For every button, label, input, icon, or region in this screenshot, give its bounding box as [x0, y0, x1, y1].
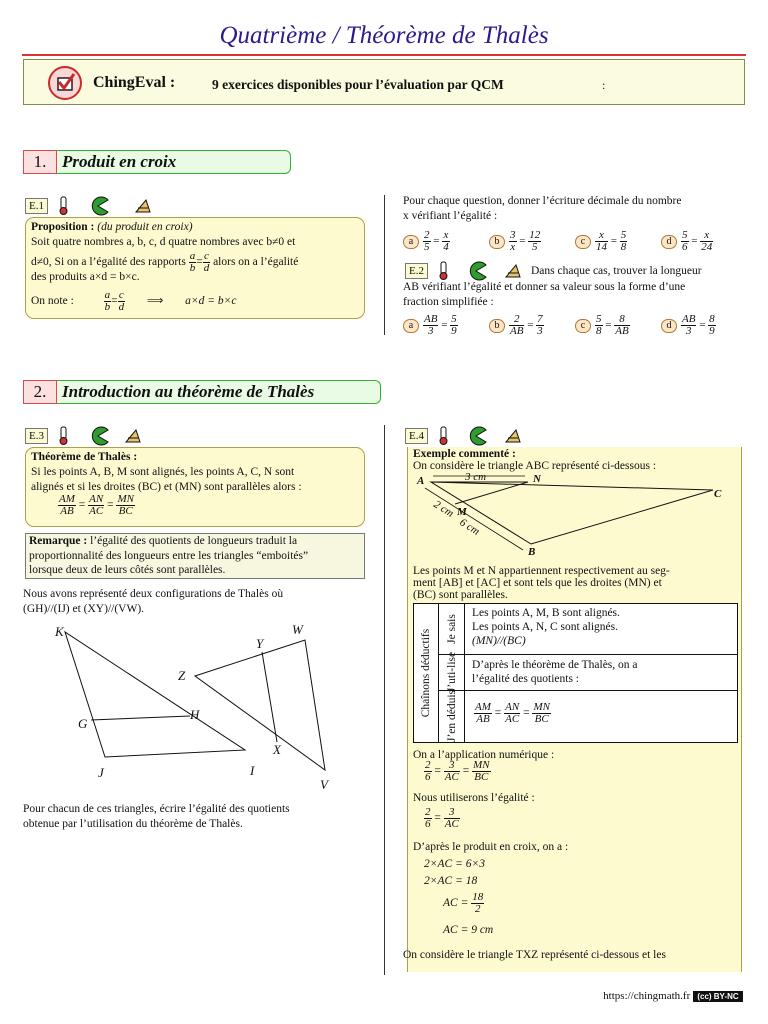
brand-label: ChingEval :	[93, 74, 176, 91]
label-I: I	[250, 763, 255, 778]
option-letter: a	[403, 319, 419, 333]
length-6cm: 6 cm	[457, 516, 482, 538]
ratio-a-b: $\frac{a}{b}$	[189, 250, 196, 274]
e4-difficulty-icons	[438, 426, 533, 446]
title-divider	[22, 54, 746, 56]
label-M: M	[457, 506, 467, 518]
option-letter: a	[403, 235, 419, 249]
proposition-line-2b: alors on a l’égalité	[213, 256, 299, 269]
label-H: H	[190, 707, 200, 722]
label-X: X	[273, 742, 281, 757]
section-1-number: 1.	[23, 150, 57, 174]
banner-suffix: :	[602, 78, 606, 92]
footer-url[interactable]: https://chingmath.fr	[603, 990, 691, 1002]
label-Z: Z	[178, 668, 186, 683]
proposition-line-2a: d≠0, Si on a l’égalité des rapports	[31, 256, 186, 269]
row1-line-2: Les points A, N, C sont alignés.	[472, 621, 618, 633]
checkmark-badge-icon	[48, 66, 82, 100]
q1-option-c: c $\frac{x}{14}$ = $\frac{5}{8}$	[575, 230, 627, 253]
length-3cm: 3 cm	[465, 472, 487, 483]
produit-label: D’après le produit en croix, on a :	[413, 841, 569, 853]
e2-text-2: AB vérifiant l’égalité et donner sa valeur sous la forme d’une	[403, 281, 686, 293]
cake-icon	[136, 200, 150, 212]
e3-paragraph-1: Nous avons représenté deux configurations de Thalès où	[23, 588, 284, 600]
use-equality: $\frac{2}{6}$ = $\frac{3}{AC}$	[425, 806, 459, 830]
theorem-title: Théorème de Thalès :	[31, 451, 138, 463]
application-equality: $\frac{2}{6}$ = $\frac{3}{AC}$ = $\frac{MN}{BC}$	[425, 759, 490, 783]
label-W: W	[292, 622, 303, 637]
row1-line-1: Les points A, M, B sont alignés.	[472, 607, 620, 619]
equation-1: 2×AC = 6×3	[424, 858, 485, 870]
row2-line-1: D’après le théorème de Thalès, on a	[472, 659, 638, 671]
row2-line-2: l’égalité des quotients :	[472, 673, 579, 685]
use-label: Nous utiliserons l’égalité :	[413, 792, 535, 804]
q1-options	[403, 230, 748, 258]
note-result: a×d = b×c	[185, 295, 237, 308]
q1-intro: Pour chaque question, donner l’écriture décimale du nombre	[403, 195, 682, 207]
thermometer-icon	[440, 427, 447, 445]
label-N: N	[533, 473, 541, 485]
e3-difficulty-icons	[58, 426, 168, 446]
implies-arrow: ⟹	[146, 295, 164, 308]
pacman-icon	[92, 427, 108, 445]
label-Y: Y	[256, 636, 264, 651]
cake-icon	[506, 430, 520, 442]
e4-last-line: On considère le triangle TXZ représenté ci-dessous et les	[403, 949, 666, 961]
pacman-icon	[92, 197, 108, 215]
theorem-equality: $\frac{AM}{AB}$ = $\frac{AN}{AC}$ = $\frac{MN}{BC}$	[59, 493, 134, 517]
equation-4: AC = 9 cm	[443, 924, 494, 936]
length-2cm: 2 cm	[431, 498, 456, 520]
thermometer-icon	[60, 427, 67, 445]
footer	[603, 990, 743, 1002]
equation-3: AC = $\frac{18}{2}$	[443, 891, 484, 915]
e3-paragraph-2: (GH)//(IJ) et (XY)//(VW).	[23, 603, 145, 615]
triangle-abc-figure	[413, 472, 743, 562]
option-letter: b	[489, 235, 505, 249]
theorem-line-2: alignés et si les droites (BC) et (MN) sont parallèles alors :	[31, 481, 302, 493]
q1-intro-2: x vérifiant l’égalité :	[403, 210, 498, 222]
section-2-number: 2.	[23, 380, 57, 404]
example-title: Exemple commenté :	[413, 448, 516, 460]
ratio-c-d: $\frac{c}{d}$	[203, 250, 210, 274]
banner-subtitle: 9 exercices disponibles pour l’évaluation par QCM	[212, 77, 504, 92]
proposition-line-1: Soit quatre nombres a, b, c, d quatre nombres avec b≠0 et	[31, 236, 296, 248]
row1-line-3: (MN)//(BC)	[472, 635, 526, 647]
cc-license-icon: (cc) BY-NC	[693, 991, 743, 1002]
q1-option-b: b $\frac{3}{x}$ = $\frac{12}{5}$	[489, 230, 541, 253]
cake-icon	[126, 430, 140, 442]
exercise-tag-e2: E.2	[405, 263, 428, 279]
note-label: On note :	[31, 295, 74, 308]
option-letter: c	[575, 319, 591, 333]
label-G: G	[78, 716, 88, 731]
e4-paragraph-3: (BC) sont parallèles.	[413, 589, 508, 601]
remarque-line-3: lorsque deux de leurs côtés sont parallèles.	[29, 564, 226, 576]
chain-label: Chaînons déductifs	[420, 628, 432, 718]
exercise-tag-e3: E.3	[25, 428, 48, 444]
row-je-sais-label: Je sais	[446, 614, 458, 644]
e2-text-1: Dans chaque cas, trouver la longueur	[531, 265, 702, 277]
proposition-label: Proposition :	[31, 221, 95, 233]
remarque-line-2: proportionnalité des longueurs entre les triangles “emboités”	[29, 550, 309, 562]
proposition-line-2: d≠0, Si on a l’égalité des rapports $\frac{a}{b}$ = $\frac{c}{d}$ alors on a l’égalité	[31, 250, 299, 274]
column-divider-2	[384, 425, 385, 975]
example-intro: On considère le triangle ABC représenté ci-dessous :	[413, 460, 657, 472]
proposition-subtitle: (du produit en croix)	[97, 221, 193, 233]
section-2-title: Introduction au théorème de Thalès	[62, 382, 315, 401]
label-B: B	[528, 546, 536, 558]
theorem-line-1: Si les points A, B, M sont alignés, les points A, C, N sont	[31, 466, 295, 478]
option-letter: d	[661, 235, 677, 249]
q1-option-d: d $\frac{5}{6}$ = $\frac{x}{24}$	[661, 230, 713, 253]
row-jutilise-label: J’uti-lise	[446, 651, 458, 693]
option-letter: b	[489, 319, 505, 333]
q1-option-a: a $\frac{2}{5}$ = $\frac{x}{4}$	[403, 230, 450, 253]
equation-2: 2×AC = 18	[424, 875, 478, 887]
label-C: C	[714, 488, 722, 500]
page-title: Quatrième / Théorème de Thalès	[219, 22, 549, 49]
option-letter: d	[661, 319, 677, 333]
proposition-note: On note : $\frac{a}{b}$ = $\frac{c}{d}$ ⟹ a×d = b×c	[31, 289, 237, 313]
option-letter: c	[575, 235, 591, 249]
e4-paragraph-1: Les points M et N appartiennent respectivement au seg-	[413, 565, 670, 577]
row3-equality: $\frac{AM}{AB}$ = $\frac{AN}{AC}$ = $\frac{MN}{BC}$	[475, 701, 550, 725]
section-1-title: Produit en croix	[62, 152, 177, 171]
e2-option-c: c $\frac{5}{8}$ = $\frac{8}{AB}$	[575, 314, 630, 337]
label-K: K	[55, 624, 64, 639]
exercise-tag-e4: E.4	[405, 428, 428, 444]
pacman-icon	[470, 427, 486, 445]
e1-difficulty-icons	[58, 196, 168, 216]
thales-configurations-figure	[40, 620, 370, 790]
remarque-line-1: Remarque : l’égalité des quotients de longueurs traduit la	[29, 535, 298, 547]
label-A: A	[417, 475, 425, 487]
column-divider-1	[384, 195, 385, 335]
thermometer-icon	[60, 197, 67, 215]
e4-paragraph-2: ment [AB] et [AC] et sont tels que les droites (MN) et	[413, 577, 662, 589]
pacman-icon	[470, 262, 486, 280]
e3-question-1: Pour chacun de ces triangles, écrire l’égalité des quotients	[23, 803, 290, 815]
e2-options	[403, 314, 748, 342]
e2-option-b: b $\frac{2}{AB}$ = $\frac{7}{3}$	[489, 314, 544, 337]
e2-text-3: fraction simplifiée :	[403, 296, 494, 308]
thermometer-icon	[440, 262, 447, 280]
row-jendeduis-label: J’en déduis	[446, 689, 458, 743]
e2-difficulty-icons	[438, 261, 533, 281]
application-label: On a l’application numérique :	[413, 749, 555, 761]
label-J: J	[98, 765, 104, 780]
e3-question-2: obtenue par l’utilisation du théorème de Thalès.	[23, 818, 243, 830]
e2-option-a: a $\frac{AB}{3}$ = $\frac{5}{9}$	[403, 314, 458, 337]
exercise-tag-e1: E.1	[25, 198, 48, 214]
e2-option-d: d $\frac{AB}{3}$ = $\frac{8}{9}$	[661, 314, 716, 337]
proposition-line-3: des produits a×d = b×c.	[31, 271, 140, 283]
cake-icon	[506, 265, 520, 277]
label-V: V	[320, 777, 328, 790]
